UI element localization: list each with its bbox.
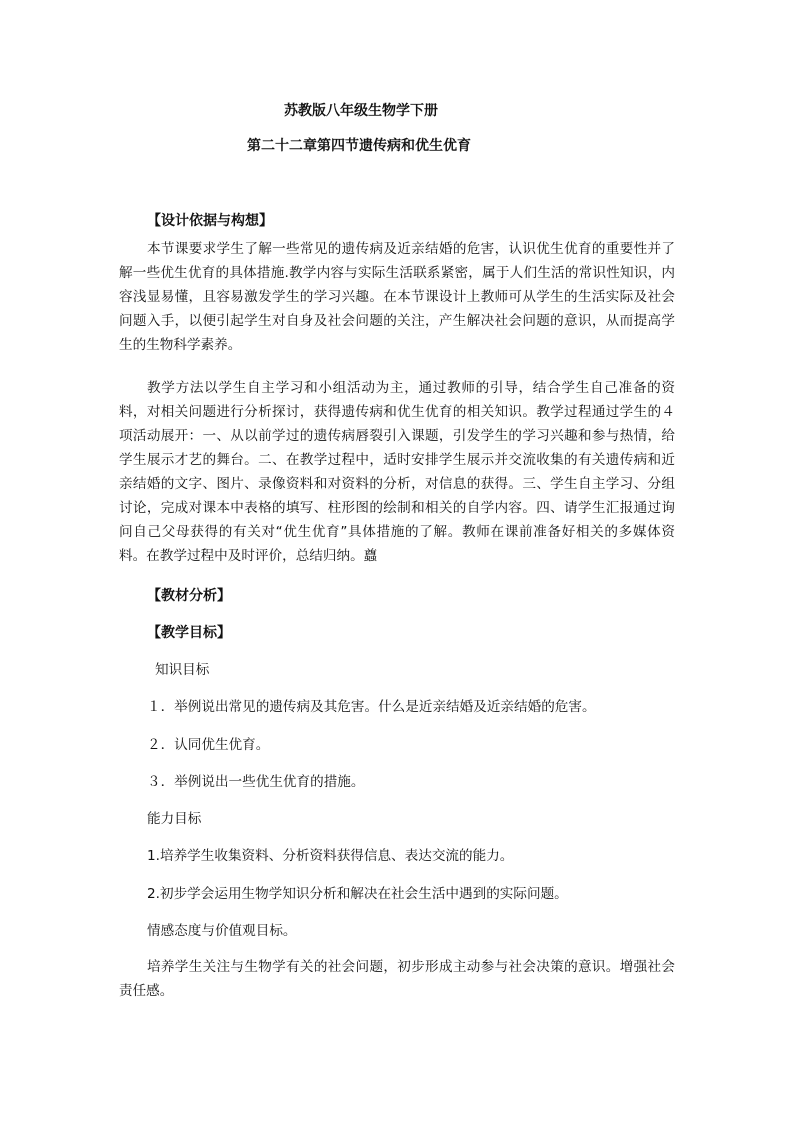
design-heading: 【设计依据与构想】	[147, 213, 273, 229]
knowledge-goal-item: １．举例说出常见的遗传病及其危害。什么是近亲结婚及近亲结婚的危害。	[147, 699, 596, 715]
material-analysis-heading: 【教材分析】	[147, 588, 231, 604]
ability-goals-label: 能力目标	[147, 811, 202, 827]
knowledge-goals-label: 知识目标	[155, 662, 210, 678]
knowledge-goal-item: ２．认同优生优育。	[147, 737, 270, 753]
ability-goal-item: 2.初步学会运用生物学知识分析和解决在社会生活中遇到的实际问题。	[147, 886, 568, 902]
teaching-goals-heading: 【教学目标】	[147, 625, 231, 641]
ability-goal-item: 1.培养学生收集资料、分析资料获得信息、表达交流的能力。	[147, 848, 514, 864]
document-subtitle: 第二十二章第四节遗传病和优生优育	[247, 138, 471, 154]
design-paragraph-2: 教学方法以学生自主学习和小组活动为主，通过教师的引导，结合学生自己准备的资料，对相关问题进行分析探讨，获得遗传病和优生优育的相关知识。教学过程通过学生的４项活动展开：一、从以前学过的遗传病唇裂引入课题，引发学生的学习兴趣和参与热情，给学生展示才艺的舞台。二、在教学过程中，适时安排学生展示并交流收集的有关遗传病和近亲结婚的文字、图片、录像资料和对资料的分析，对信息的获得。三、学生自主学习、分组讨论，完成对课本中表格的填写、柱形图的绘制和相关的自学内容。四、请学生汇报通过询问自己父母获得的有关对“优生优育”具体措施的了解。教师在课前准备好相关的多媒体资料。在教学过程中及时评价，总结归纳。蠤	[119, 380, 675, 564]
design-paragraph-1: 本节课要求学生了解一些常见的遗传病及近亲结婚的危害，认识优生优育的重要性并了解一些优生优育的具体措施.教学内容与实际生活联系紧密，属于人们生活的常识性知识，内容浅显易懂，且容易激发学生的学习兴趣。在本节课设计上教师可从学生的生活实际及社会问题入手，以便引起学生对自身及社会问题的关注，产生解决社会问题的意识，从而提高学生的生物科学素养。	[119, 241, 675, 353]
emotion-goal-text: 培养学生关注与生物学有关的社会问题，初步形成主动参与社会决策的意识。增强社会责任感。	[119, 959, 675, 999]
emotion-goals-label: 情感态度与价值观目标。	[147, 923, 297, 939]
document-title: 苏教版八年级生物学下册	[284, 103, 438, 119]
knowledge-goal-item: ３．举例说出一些优生优育的措施。	[147, 774, 365, 790]
